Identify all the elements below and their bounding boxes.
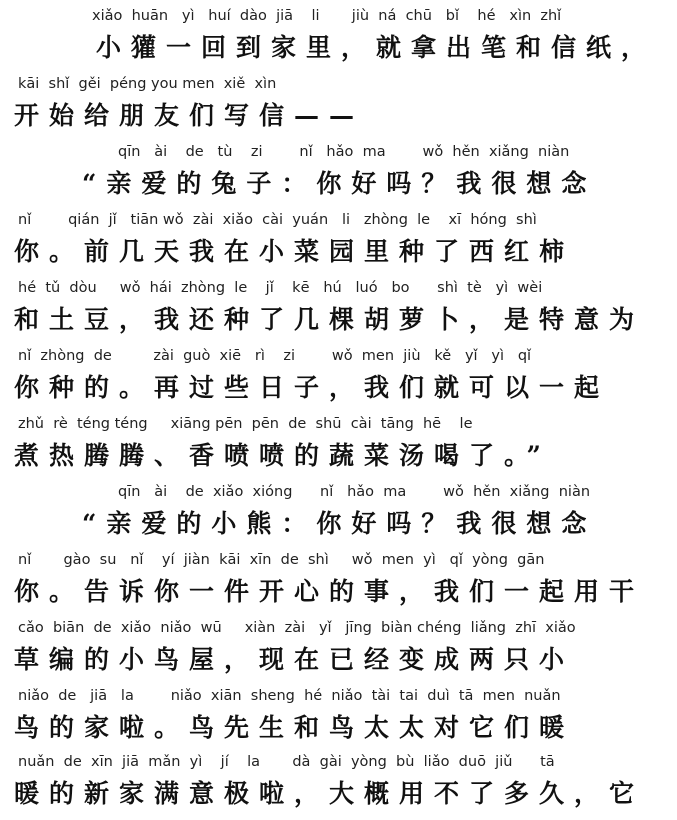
hanzi-line: 你。告诉你一件开心的事，我们一起用干 — [14, 577, 645, 606]
text-line-12 — [0, 752, 677, 820]
pinyin-line: hé tǔ dòu wǒ hái zhòng le jǐ kē hú luó bo shì tè yì wèi — [18, 280, 543, 296]
pinyin-line: nuǎn de xīn jiā mǎn yì jí la dà gài yòng bù liǎo duō jiǔ tā — [18, 754, 555, 770]
hanzi-line: “亲爱的小熊：你好吗？我很想念 — [82, 509, 597, 538]
pinyin-line: zhǔ rè téng téng xiāng pēn pēn de shū cài tāng hē le — [18, 416, 473, 432]
text-line-7 — [0, 414, 677, 482]
hanzi-line: 煮热腾腾、香喷喷的蔬菜汤喝了。” — [14, 441, 551, 470]
pinyin-line: xiǎo huān yì huí dào jiā li jiù ná chū bǐ hé xìn zhǐ — [92, 8, 562, 24]
text-line-1 — [0, 6, 677, 74]
hanzi-line: 开始给朋友们写信—— — [14, 101, 365, 130]
text-line-3 — [0, 142, 677, 210]
text-line-2 — [0, 74, 677, 142]
hanzi-line: 草编的小鸟屋，现在已经变成两只小 — [14, 645, 575, 674]
pinyin-line: nǐ zhòng de zài guò xiē rì zi wǒ men jiù kě yǐ yì qǐ — [18, 348, 532, 364]
hanzi-line: 暖的新家满意极啦，大概用不了多久，它 — [14, 779, 645, 808]
text-line-10 — [0, 618, 677, 686]
hanzi-line: “亲爱的兔子：你好吗？我很想念 — [82, 169, 597, 198]
hanzi-line: 鸟的家啦。鸟先生和鸟太太对它们暖 — [14, 713, 575, 742]
text-line-5 — [0, 278, 677, 346]
hanzi-line: 和土豆，我还种了几棵胡萝卜，是特意为 — [14, 305, 645, 334]
pinyin-line: nǐ qián jǐ tiān wǒ zài xiǎo cài yuán li zhòng le xī hóng shì — [18, 212, 537, 228]
hanzi-line: 你。前几天我在小菜园里种了西红柿 — [14, 237, 575, 266]
pinyin-line: kāi shǐ gěi péng you men xiě xìn — [18, 76, 277, 92]
text-line-11 — [0, 686, 677, 754]
hanzi-line: 小獾一回到家里，就拿出笔和信纸， — [96, 33, 657, 62]
text-line-4 — [0, 210, 677, 278]
hanzi-line: 你种的。再过些日子，我们就可以一起 — [14, 373, 610, 402]
text-line-9 — [0, 550, 677, 618]
pinyin-line: nǐ gào su nǐ yí jiàn kāi xīn de shì wǒ men yì qǐ yòng gān — [18, 552, 545, 568]
pinyin-line: qīn ài de tù zi nǐ hǎo ma wǒ hěn xiǎng niàn — [118, 144, 570, 160]
pinyin-line: qīn ài de xiǎo xióng nǐ hǎo ma wǒ hěn xiǎng niàn — [118, 484, 591, 500]
text-line-6 — [0, 346, 677, 414]
pinyin-line: niǎo de jiā la niǎo xiān sheng hé niǎo tài tai duì tā men nuǎn — [18, 688, 561, 704]
pinyin-line: cǎo biān de xiǎo niǎo wū xiàn zài yǐ jīng biàn chéng liǎng zhī xiǎo — [18, 620, 576, 636]
text-line-8 — [0, 482, 677, 550]
